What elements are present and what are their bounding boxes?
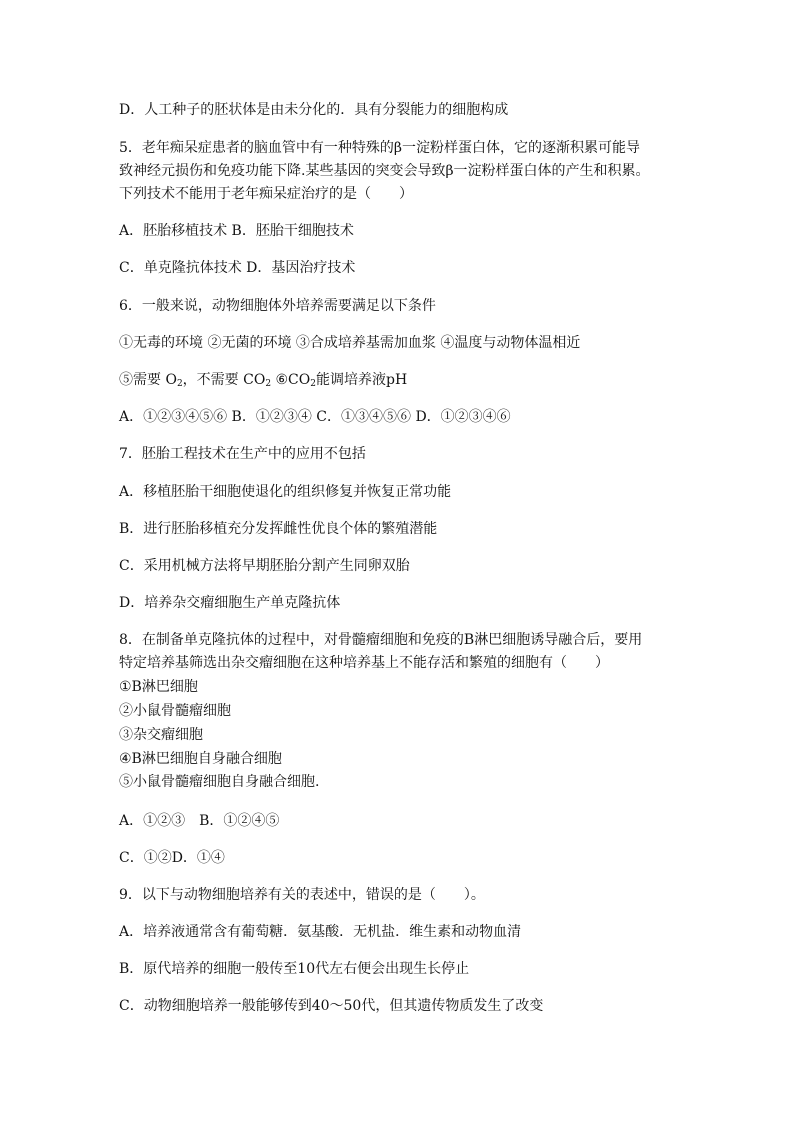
q8-stem-line-1: 8．在制备单克隆抗体的过程中，对骨髓瘤细胞和免疫的B淋巴细胞诱导融合后，要用: [119, 632, 643, 648]
q9-option-c: C．动物细胞培养一般能够传到40～50代，但其遗传物质发生了改变: [119, 998, 544, 1014]
q7-option-d: D．培养杂交瘤细胞生产单克隆抗体: [119, 595, 341, 611]
q8-item-1: ①B淋巴细胞: [119, 679, 198, 695]
q7-option-c: C．采用机械方法将早期胚胎分割产生同卵双胎: [119, 558, 410, 574]
q8-stem-line-2: 特定培养基筛选出杂交瘤细胞在这种培养基上不能存活和繁殖的细胞有（ ）: [119, 655, 609, 671]
q6-conditions-5-6: [119, 370, 407, 390]
q6-condition-6-text: ⑥CO: [271, 372, 311, 388]
q8-item-2: ②小鼠骨髓瘤细胞: [119, 703, 231, 719]
q7-stem: 7．胚胎工程技术在生产中的应用不包括: [119, 446, 366, 462]
q8-options-ab: A．①②③ B．①②④⑤: [119, 813, 280, 829]
subscript-2: 2: [265, 379, 272, 389]
q8-item-4: ④B淋巴细胞自身融合细胞: [119, 751, 282, 767]
q5-options-ab: A．胚胎移植技术 B．胚胎干细胞技术: [119, 223, 354, 239]
subscript-2: 2: [310, 379, 316, 389]
q5-stem-line-2: 致神经元损伤和免疫功能下降.某些基因的突变会导致β一淀粉样蛋白体的产生和积累。: [119, 163, 650, 179]
q9-option-b: B．原代培养的细胞一般传至10代左右便会出现生长停止: [119, 961, 470, 977]
q8-item-5: ⑤小鼠骨髓瘤细胞自身融合细胞.: [119, 774, 320, 790]
q8-options-cd: C．①②D．①④: [119, 850, 225, 866]
q8-item-3: ③杂交瘤细胞: [119, 727, 203, 743]
q5-options-cd: C．单克隆抗体技术 D．基因治疗技术: [119, 260, 356, 276]
q5-stem-line-3: 下列技术不能用于老年痴呆症治疗的是（ ）: [119, 186, 413, 202]
q9-stem: 9．以下与动物细胞培养有关的表述中，错误的是（ ）。: [119, 887, 485, 903]
q6-options: A．①②③④⑤⑥ B．①②③④ C．①③④⑤⑥ D．①②③④⑥: [119, 409, 511, 425]
q9-option-a: A．培养液通常含有葡萄糖．氨基酸．无机盐．维生素和动物血清: [119, 924, 522, 940]
q6-condition-5-text-2: ，不需要 CO: [182, 372, 266, 388]
q6-stem: 6．一般来说，动物细胞体外培养需要满足以下条件: [119, 298, 436, 314]
q5-stem-line-1: 5．老年痴呆症患者的脑血管中有一种特殊的β一淀粉样蛋白体，它的逐渐积累可能导: [119, 140, 640, 156]
q7-option-a: A．移植胚胎干细胞使退化的组织修复并恢复正常功能: [119, 484, 452, 500]
subscript-2: 2: [176, 379, 183, 389]
q6-conditions-1-4: ①无毒的环境 ②无菌的环境 ③合成培养基需加血浆 ④温度与动物体温相近: [119, 335, 581, 351]
q4-option-d: D．人工种子的胚状体是由未分化的．具有分裂能力的细胞构成: [119, 102, 509, 118]
q6-condition-6-text-2: 能调培养液pH: [315, 372, 408, 388]
q6-condition-5-text: ⑤需要 O: [119, 372, 177, 388]
q7-option-b: B．进行胚胎移植充分发挥雌性优良个体的繁殖潜能: [119, 521, 438, 537]
